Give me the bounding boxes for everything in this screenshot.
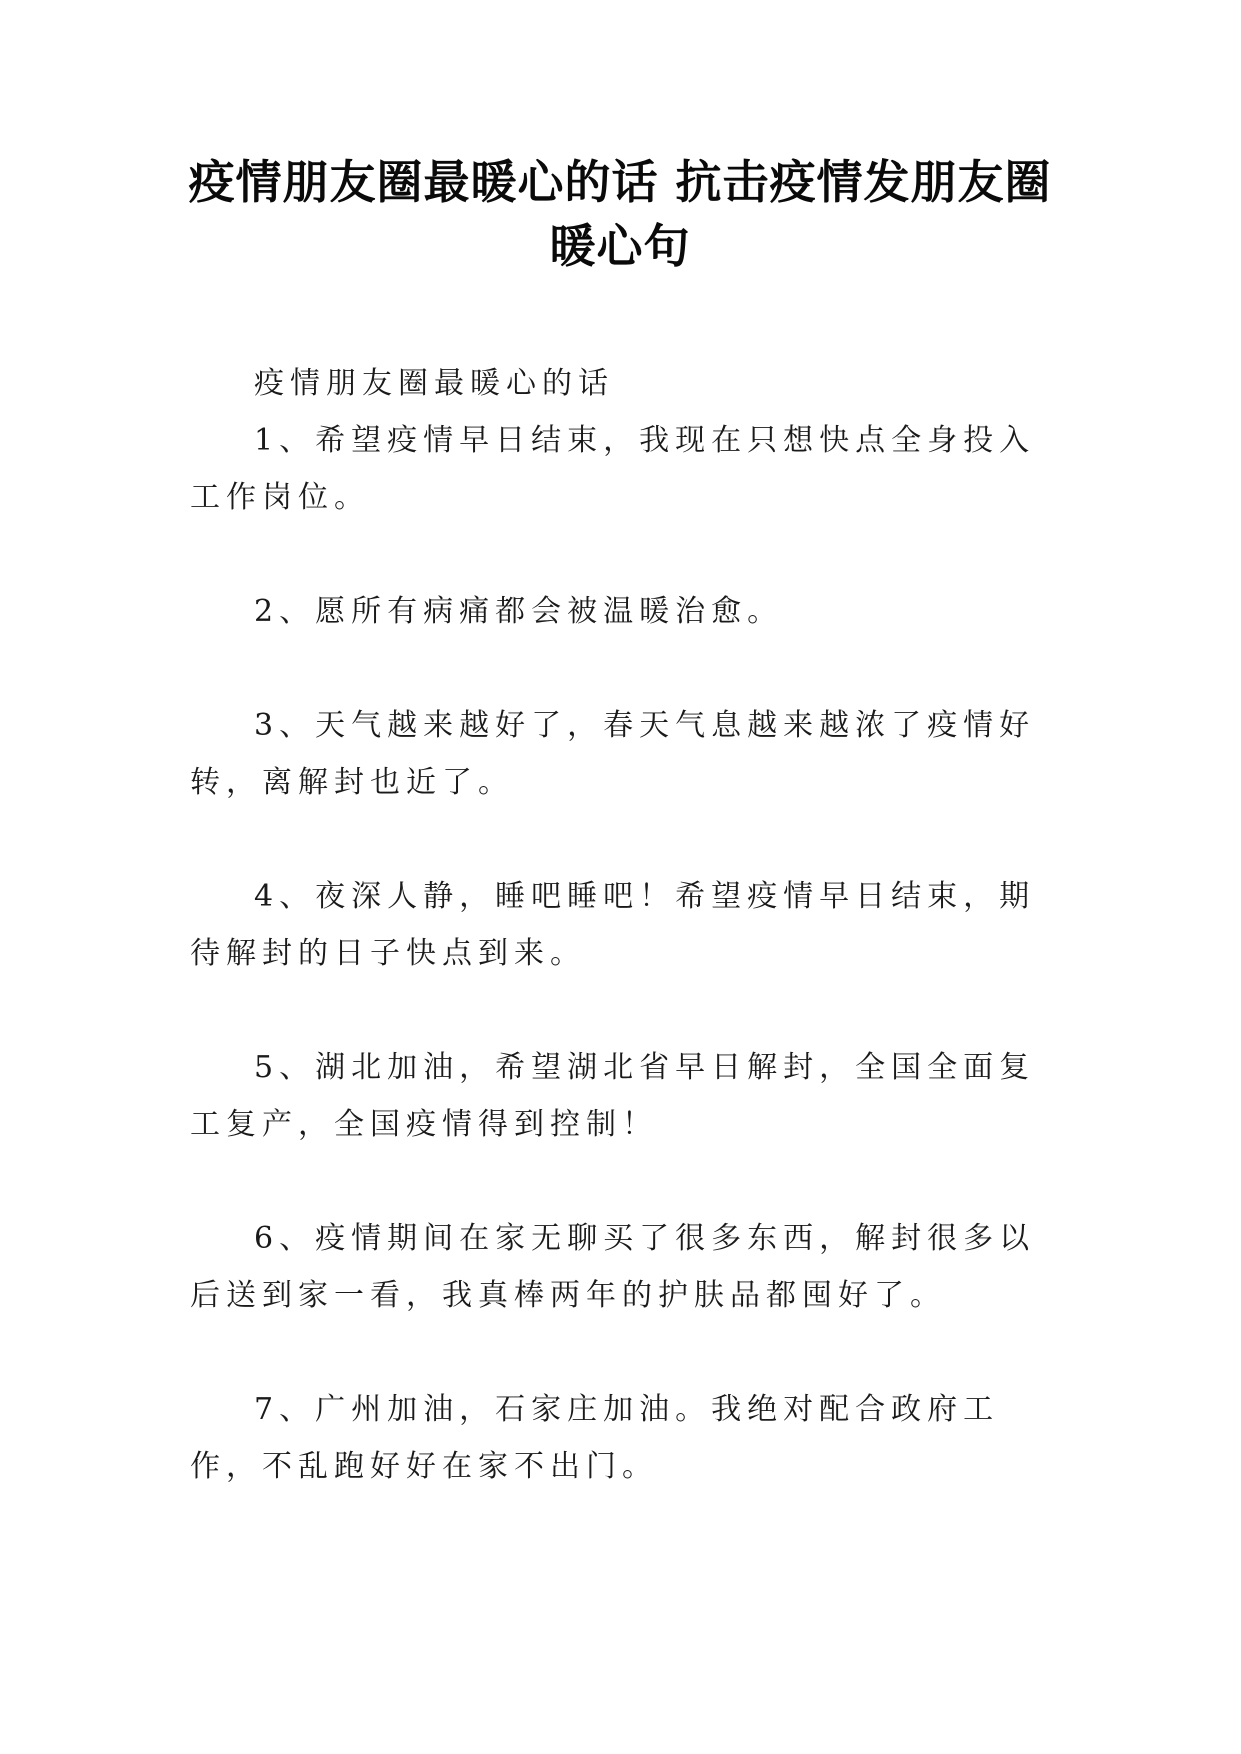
list-item: 4、夜深人静，睡吧睡吧！希望疫情早日结束，期待解封的日子快点到来。 — [190, 879, 1036, 971]
list-item: 2、愿所有病痛都会被温暖治愈。 — [254, 594, 784, 629]
document-body — [190, 355, 1052, 1552]
list-item: 7、广州加油，石家庄加油。我绝对配合政府工作，不乱跑好好在家不出门。 — [190, 1392, 1000, 1484]
list-item: 5、湖北加油，希望湖北省早日解封，全国全面复工复产，全国疫情得到控制！ — [190, 1050, 1036, 1142]
list-item: 6、疫情期间在家无聊买了很多东西，解封很多以后送到家一看，我真棒两年的护肤品都囤好了。 — [190, 1221, 1036, 1313]
document-title: 疫情朋友圈最暖心的话 抗击疫情发朋友圈暖心句 — [188, 155, 1052, 273]
list-item: 3、天气越来越好了，春天气息越来越浓了疫情好转，离解封也近了。 — [190, 708, 1036, 800]
list-item: 1、希望疫情早日结束，我现在只想快点全身投入工作岗位。 — [190, 423, 1036, 515]
section-heading: 疫情朋友圈最暖心的话 — [254, 366, 614, 401]
